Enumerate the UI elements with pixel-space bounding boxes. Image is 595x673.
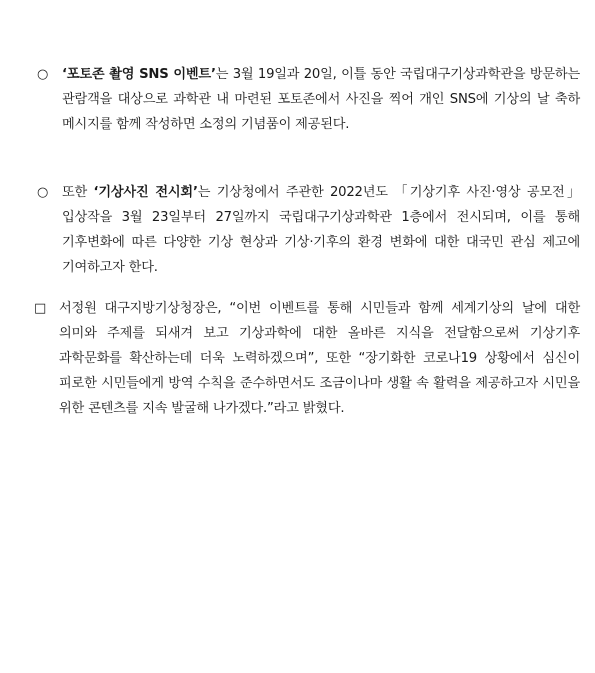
paragraph-photozone-event <box>37 62 580 137</box>
paragraph-director-quote <box>34 296 580 421</box>
circle-bullet-icon: ○ <box>37 185 49 200</box>
event-title: ‘기상사진 전시회’ <box>93 185 198 200</box>
paragraph-body: 서정원 대구지방기상청장은, “이번 이벤트를 통해 시민들과 함께 세계기상의 날에 대한 의미와 주제를 되새겨 보고 기상과학에 대한 올바른 지식을 전달함으로써 기상기후 과학문화를 확산하는데 더욱 노력하겠으며”, 또한 “장기화한 코로나19 상황에서 심신이 피로한 시민들에게 방역 수칙을 준수하면서도 조금이나마 생활 속 활력을 제공하고자 시민을 위한 콘텐츠를 지속 발굴해 나가겠다.”라고 밝혔다. <box>59 301 580 416</box>
paragraph-prefix: 또한 <box>62 185 94 200</box>
paragraph-photo-exhibition <box>37 180 580 280</box>
circle-bullet-icon: ○ <box>37 67 49 82</box>
square-bullet-icon: □ <box>34 301 47 316</box>
paragraph-body: 는 기상청에서 주관한 2022년도 「기상기후 사진·영상 공모전」 입상작을 3월 23일부터 27일까지 국립대구기상과학관 1층에서 전시되며, 이를 통해 기후변화에 따른 다양한 기상 현상과 기상·기후의 환경 변화에 대한 대국민 관심 제고에 기여하고자 한다. <box>62 185 580 275</box>
event-title: ‘포토존 촬영 SNS 이벤트’ <box>62 67 216 82</box>
paragraph-body: 는 3월 19일과 20일, 이틀 동안 국립대구기상과학관을 방문하는 관람객을 대상으로 과학관 내 마련된 포토존에서 사진을 찍어 개인 SNS에 기상의 날 축하 메시지를 함께 작성하면 소정의 기념품이 제공된다. <box>62 67 580 132</box>
